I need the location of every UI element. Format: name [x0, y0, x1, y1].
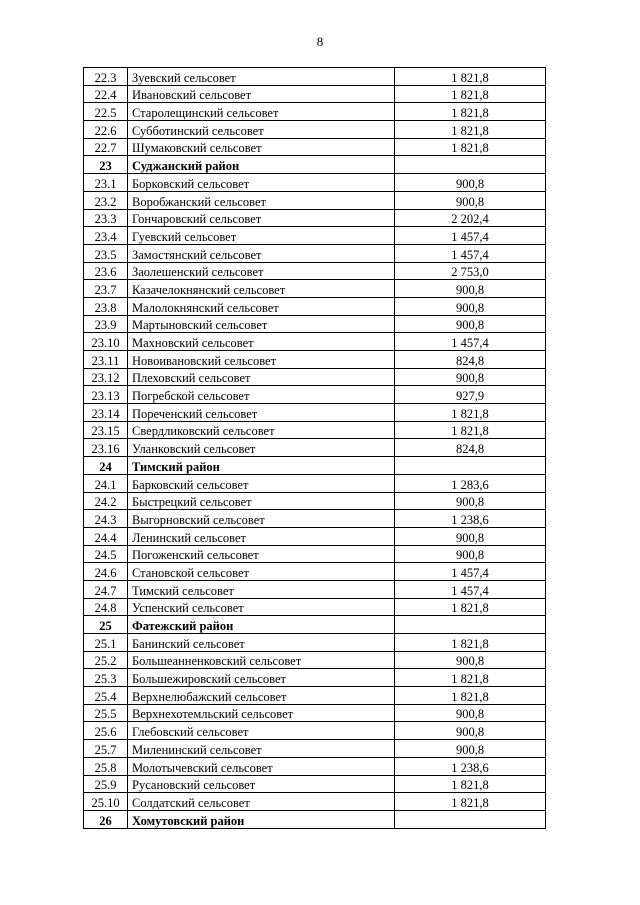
table-row [84, 474, 546, 492]
table-row [84, 280, 546, 298]
row-value: 1 821,8 [395, 421, 546, 439]
district-row [84, 616, 546, 634]
row-name: Солдатский сельсовет [128, 793, 395, 811]
table-row [84, 351, 546, 369]
row-name: Большеанненковский сельсовет [128, 651, 395, 669]
table-row [84, 227, 546, 245]
row-value: 1 821,8 [395, 138, 546, 156]
row-name: Ивановский сельсовет [128, 85, 395, 103]
row-number: 25.1 [84, 634, 128, 652]
row-value: 1 821,8 [395, 121, 546, 139]
table-row [84, 740, 546, 758]
row-number: 22.5 [84, 103, 128, 121]
row-number: 24.2 [84, 492, 128, 510]
row-name: Махновский сельсовет [128, 333, 395, 351]
budget-table [83, 67, 546, 829]
row-value: 824,8 [395, 351, 546, 369]
row-name: Погоженский сельсовет [128, 545, 395, 563]
row-value: 900,8 [395, 651, 546, 669]
row-number: 24.1 [84, 474, 128, 492]
row-name: Фатежский район [128, 616, 395, 634]
row-value [395, 810, 546, 828]
row-name: Гончаровский сельсовет [128, 209, 395, 227]
row-value: 1 821,8 [395, 103, 546, 121]
row-number: 23.12 [84, 368, 128, 386]
row-name: Русановский сельсовет [128, 775, 395, 793]
row-value: 1 821,8 [395, 634, 546, 652]
page-number: 8 [316, 34, 324, 49]
table-row [84, 598, 546, 616]
table-row [84, 333, 546, 351]
row-name: Заолешенский сельсовет [128, 262, 395, 280]
row-number: 23.4 [84, 227, 128, 245]
row-name: Быстрецкий сельсовет [128, 492, 395, 510]
table-row [84, 103, 546, 121]
row-value: 1 457,4 [395, 244, 546, 262]
row-value [395, 616, 546, 634]
table-row [84, 492, 546, 510]
row-number: 23.16 [84, 439, 128, 457]
row-value: 1 821,8 [395, 793, 546, 811]
row-value: 1 821,8 [395, 404, 546, 422]
row-value: 900,8 [395, 174, 546, 192]
row-name: Зуевский сельсовет [128, 68, 395, 86]
row-name: Суджанский район [128, 156, 395, 174]
row-number: 25.8 [84, 757, 128, 775]
row-number: 23.2 [84, 191, 128, 209]
district-row [84, 810, 546, 828]
row-number: 23.11 [84, 351, 128, 369]
row-number: 23.7 [84, 280, 128, 298]
row-value: 1 821,8 [395, 85, 546, 103]
row-name: Малолокнянский сельсовет [128, 297, 395, 315]
row-value: 900,8 [395, 527, 546, 545]
table-row [84, 580, 546, 598]
row-value: 900,8 [395, 315, 546, 333]
row-value: 900,8 [395, 704, 546, 722]
table-row [84, 793, 546, 811]
row-name: Старолещинский сельсовет [128, 103, 395, 121]
table-row [84, 138, 546, 156]
table-row [84, 315, 546, 333]
row-name: Молотычевский сельсовет [128, 757, 395, 775]
row-number: 24.8 [84, 598, 128, 616]
row-value: 927,9 [395, 386, 546, 404]
row-number: 22.7 [84, 138, 128, 156]
row-name: Успенский сельсовет [128, 598, 395, 616]
row-name: Верхнелюбажский сельсовет [128, 687, 395, 705]
row-name: Верхнехотемльский сельсовет [128, 704, 395, 722]
row-name: Гуевский сельсовет [128, 227, 395, 245]
row-value: 1 238,6 [395, 757, 546, 775]
table-row [84, 651, 546, 669]
table-row [84, 209, 546, 227]
table-row [84, 368, 546, 386]
row-name: Борковский сельсовет [128, 174, 395, 192]
row-value: 900,8 [395, 492, 546, 510]
row-value: 1 821,8 [395, 669, 546, 687]
row-value: 1 283,6 [395, 474, 546, 492]
row-name: Становской сельсовет [128, 563, 395, 581]
row-value: 900,8 [395, 545, 546, 563]
row-value: 900,8 [395, 368, 546, 386]
row-name: Пореченский сельсовет [128, 404, 395, 422]
row-number: 25.9 [84, 775, 128, 793]
table-row [84, 757, 546, 775]
row-number: 25.10 [84, 793, 128, 811]
row-value: 2 753,0 [395, 262, 546, 280]
row-value: 2 202,4 [395, 209, 546, 227]
row-value: 1 457,4 [395, 563, 546, 581]
row-number: 24.5 [84, 545, 128, 563]
row-value [395, 156, 546, 174]
row-number: 25.3 [84, 669, 128, 687]
row-number: 25.7 [84, 740, 128, 758]
table-row [84, 510, 546, 528]
row-name: Воробжанский сельсовет [128, 191, 395, 209]
row-number: 23.10 [84, 333, 128, 351]
row-value: 1 821,8 [395, 687, 546, 705]
table-row [84, 404, 546, 422]
row-name: Плеховский сельсовет [128, 368, 395, 386]
table-row [84, 297, 546, 315]
row-number: 25.6 [84, 722, 128, 740]
table-row [84, 634, 546, 652]
row-name: Барковский сельсовет [128, 474, 395, 492]
table-row [84, 527, 546, 545]
row-value: 1 821,8 [395, 775, 546, 793]
row-number: 23 [84, 156, 128, 174]
row-name: Мартыновский сельсовет [128, 315, 395, 333]
row-value [395, 457, 546, 475]
row-value: 1 457,4 [395, 227, 546, 245]
row-number: 24 [84, 457, 128, 475]
row-name: Свердликовский сельсовет [128, 421, 395, 439]
table-row [84, 174, 546, 192]
row-name: Глебовский сельсовет [128, 722, 395, 740]
row-name: Тимский район [128, 457, 395, 475]
row-number: 22.4 [84, 85, 128, 103]
table-row [84, 563, 546, 581]
table-row [84, 386, 546, 404]
row-value: 900,8 [395, 280, 546, 298]
table-row [84, 669, 546, 687]
row-name: Банинский сельсовет [128, 634, 395, 652]
row-value: 900,8 [395, 297, 546, 315]
row-number: 22.6 [84, 121, 128, 139]
row-name: Тимский сельсовет [128, 580, 395, 598]
row-number: 24.3 [84, 510, 128, 528]
row-number: 23.8 [84, 297, 128, 315]
row-name: Выгорновский сельсовет [128, 510, 395, 528]
table-row [84, 262, 546, 280]
table-body [84, 68, 546, 829]
row-number: 23.5 [84, 244, 128, 262]
row-value: 1 238,6 [395, 510, 546, 528]
table-row [84, 722, 546, 740]
row-name: Миленинский сельсовет [128, 740, 395, 758]
row-value: 1 821,8 [395, 598, 546, 616]
row-name: Хомутовский район [128, 810, 395, 828]
row-name: Субботинский сельсовет [128, 121, 395, 139]
table-row [84, 439, 546, 457]
district-row [84, 457, 546, 475]
table-row [84, 68, 546, 86]
table-row [84, 775, 546, 793]
row-number: 25.2 [84, 651, 128, 669]
table-row [84, 121, 546, 139]
row-number: 23.15 [84, 421, 128, 439]
row-value: 1 457,4 [395, 580, 546, 598]
row-number: 23.13 [84, 386, 128, 404]
row-value: 1 457,4 [395, 333, 546, 351]
table-row [84, 421, 546, 439]
row-name: Погребской сельсовет [128, 386, 395, 404]
row-value: 900,8 [395, 740, 546, 758]
district-row [84, 156, 546, 174]
row-name: Ленинский сельсовет [128, 527, 395, 545]
row-number: 24.4 [84, 527, 128, 545]
table-row [84, 191, 546, 209]
table-row [84, 545, 546, 563]
row-name: Большежировский сельсовет [128, 669, 395, 687]
table-row [84, 687, 546, 705]
row-number: 23.9 [84, 315, 128, 333]
row-value: 824,8 [395, 439, 546, 457]
row-number: 24.7 [84, 580, 128, 598]
row-value: 900,8 [395, 722, 546, 740]
row-number: 24.6 [84, 563, 128, 581]
row-name: Замостянский сельсовет [128, 244, 395, 262]
table-row [84, 85, 546, 103]
row-number: 25 [84, 616, 128, 634]
row-number: 25.4 [84, 687, 128, 705]
row-name: Уланковский сельсовет [128, 439, 395, 457]
row-number: 23.14 [84, 404, 128, 422]
row-value: 900,8 [395, 191, 546, 209]
row-number: 22.3 [84, 68, 128, 86]
row-number: 23.3 [84, 209, 128, 227]
table-row [84, 704, 546, 722]
table-row [84, 244, 546, 262]
row-number: 23.6 [84, 262, 128, 280]
row-name: Казачелокнянский сельсовет [128, 280, 395, 298]
row-value: 1 821,8 [395, 68, 546, 86]
row-number: 26 [84, 810, 128, 828]
row-name: Новоивановский сельсовет [128, 351, 395, 369]
row-number: 25.5 [84, 704, 128, 722]
row-name: Шумаковский сельсовет [128, 138, 395, 156]
row-number: 23.1 [84, 174, 128, 192]
